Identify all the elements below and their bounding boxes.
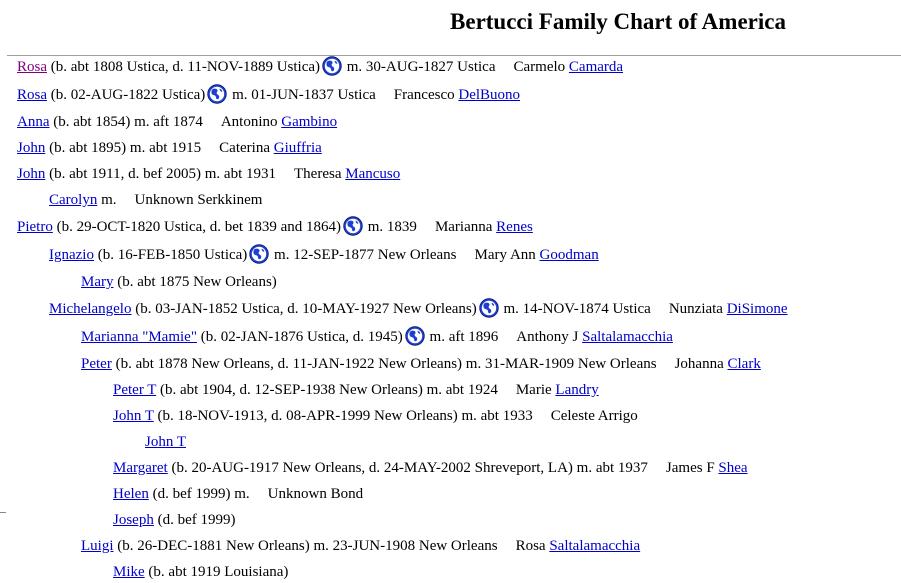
person-row	[17, 137, 322, 159]
person-details: (d. bef 1999)	[153, 512, 236, 528]
person-details: (b. 20-AUG-1917 New Orleans, d. 24-MAY-2002 Shreveport, LA)	[167, 460, 573, 476]
person-row	[49, 298, 788, 320]
person-details: (b. 16-FEB-1850 Ustica)	[93, 247, 248, 263]
spouse-surname-link[interactable]: Gambino	[281, 114, 338, 130]
spouse-surname-link[interactable]: DelBuono	[458, 87, 521, 103]
marriage-info: m. abt 1931	[201, 166, 277, 182]
spouse-name: Celeste Arrigo	[550, 408, 638, 424]
person-name-link[interactable]: John	[17, 166, 46, 182]
person-name-link[interactable]: Rosa	[17, 87, 47, 103]
person-row	[113, 457, 748, 479]
person-name-link[interactable]: John	[17, 140, 46, 156]
person-details: (b. abt 1895)	[45, 140, 127, 156]
person-details: (b. 18-NOV-1913, d. 08-APR-1999 New Orleans)	[153, 408, 458, 424]
person-row	[49, 189, 262, 211]
frame-edge-mark	[0, 512, 6, 513]
spouse-name: James F	[665, 460, 715, 476]
spouse-surname-link[interactable]: Camarda	[568, 59, 624, 75]
spouse-surname-link[interactable]: Clark	[727, 356, 761, 372]
spouse-name: Unknown Serkkinem	[134, 192, 263, 208]
person-details: (b. abt 1808 Ustica, d. 11-NOV-1889 Ustica)	[47, 59, 321, 75]
spouse-surname-link[interactable]: Mancuso	[345, 166, 401, 182]
globe-icon[interactable]	[322, 56, 342, 76]
spouse-name: Antonino	[220, 114, 278, 130]
spouse-name: Unknown Bond	[267, 486, 364, 502]
person-name-link[interactable]: Pietro	[17, 219, 53, 235]
spouse-name: Anthony J	[516, 329, 579, 345]
spouse-name: Rosa	[515, 538, 546, 554]
person-name-link[interactable]: Mike	[113, 564, 145, 580]
person-row	[113, 509, 236, 531]
spouse-surname-link[interactable]: DiSimone	[726, 301, 788, 317]
globe-icon[interactable]	[343, 216, 363, 236]
spouse-name: Caterina	[219, 140, 270, 156]
person-details: (b. abt 1919 Louisiana)	[144, 564, 289, 580]
globe-icon[interactable]	[249, 244, 269, 264]
person-name-link[interactable]: Ignazio	[49, 247, 94, 263]
marriage-info: m.	[230, 486, 250, 502]
person-row	[113, 483, 363, 505]
spouse-name: Theresa	[294, 166, 342, 182]
spouse-name: Nunziata	[668, 301, 723, 317]
spouse-name: Carmelo	[513, 59, 566, 75]
marriage-info: m. aft 1874	[130, 114, 203, 130]
person-details: (d. bef 1999)	[148, 486, 231, 502]
marriage-info: m. 01-JUN-1837 Ustica	[228, 87, 376, 103]
person-name-link[interactable]: Mary	[81, 274, 114, 290]
person-name-link[interactable]: Michelangelo	[49, 301, 132, 317]
person-row	[17, 216, 533, 238]
person-details: (b. abt 1875 New Orleans)	[113, 274, 277, 290]
marriage-info: m. abt 1933	[457, 408, 533, 424]
spouse-surname-link[interactable]: Landry	[555, 382, 599, 398]
globe-icon[interactable]	[479, 298, 499, 318]
person-row	[17, 84, 520, 106]
person-details: (b. abt 1911, d. bef 2005)	[45, 166, 202, 182]
person-row	[81, 271, 277, 293]
marriage-info: m. abt 1915	[126, 140, 202, 156]
person-name-link[interactable]: Luigi	[81, 538, 114, 554]
globe-icon[interactable]	[405, 326, 425, 346]
person-name-link[interactable]: Marianna "Mamie"	[81, 329, 197, 345]
globe-icon[interactable]	[207, 84, 227, 104]
person-name-link[interactable]: John T	[145, 434, 186, 450]
marriage-info: m. aft 1896	[425, 329, 499, 345]
person-details: (b. 29-OCT-1820 Ustica, d. bet 1839 and 1864)	[52, 219, 342, 235]
marriage-info: m. 30-AUG-1827 Ustica	[343, 59, 496, 75]
spouse-name: Johanna	[674, 356, 724, 372]
spouse-name: Francesco	[393, 87, 455, 103]
marriage-info: m. 31-MAR-1909 New Orleans	[462, 356, 657, 372]
person-row	[81, 326, 673, 348]
page-title: Bertucci Family Chart of America	[450, 9, 786, 34]
person-row	[49, 244, 599, 266]
person-name-link[interactable]: Helen	[113, 486, 149, 502]
person-details: (b. abt 1904, d. 12-SEP-1938 New Orleans)	[156, 382, 423, 398]
spouse-surname-link[interactable]: Goodman	[539, 247, 599, 263]
spouse-name: Mary Ann	[474, 247, 536, 263]
person-details: (b. 03-JAN-1852 Ustica, d. 10-MAY-1927 New Orleans)	[131, 301, 477, 317]
person-details: (b. abt 1878 New Orleans, d. 11-JAN-1922 New Orleans)	[111, 356, 463, 372]
person-details: (b. 02-JAN-1876 Ustica, d. 1945)	[196, 329, 403, 345]
marriage-info: m. 14-NOV-1874 Ustica	[499, 301, 651, 317]
person-name-link[interactable]: Peter T	[113, 382, 157, 398]
person-name-link[interactable]: Rosa	[17, 59, 47, 75]
person-row	[17, 163, 400, 185]
person-row	[81, 535, 640, 557]
spouse-surname-link[interactable]: Giuffria	[273, 140, 322, 156]
person-name-link[interactable]: Margaret	[113, 460, 168, 476]
person-row	[145, 431, 186, 453]
spouse-surname-link[interactable]: Shea	[718, 460, 748, 476]
spouse-surname-link[interactable]: Renes	[496, 219, 533, 235]
spouse-surname-link[interactable]: Saltalamacchia	[549, 538, 641, 554]
marriage-info: m.	[97, 192, 117, 208]
marriage-info: m. abt 1924	[422, 382, 498, 398]
person-row	[113, 561, 288, 583]
marriage-info: m. abt 1937	[572, 460, 648, 476]
person-name-link[interactable]: Peter	[81, 356, 112, 372]
marriage-info: m. 12-SEP-1877 New Orleans	[270, 247, 457, 263]
marriage-info: m. 1839	[364, 219, 417, 235]
person-row	[17, 56, 623, 78]
person-row	[17, 111, 337, 133]
person-details: (b. abt 1854)	[49, 114, 131, 130]
person-details: (b. 26-DEC-1881 New Orleans)	[113, 538, 310, 554]
spouse-surname-link[interactable]: Saltalamacchia	[582, 329, 673, 345]
person-row	[81, 353, 761, 375]
marriage-info: m. 23-JUN-1908 New Orleans	[309, 538, 498, 554]
spouse-name: Marianna	[434, 219, 493, 235]
person-row	[113, 405, 638, 427]
person-name-link[interactable]: John T	[113, 408, 154, 424]
person-row	[113, 379, 599, 401]
person-name-link[interactable]: Anna	[17, 114, 50, 130]
spouse-name: Marie	[515, 382, 552, 398]
person-name-link[interactable]: Joseph	[113, 512, 154, 528]
person-details: (b. 02-AUG-1822 Ustica)	[47, 87, 206, 103]
person-name-link[interactable]: Carolyn	[49, 192, 98, 208]
